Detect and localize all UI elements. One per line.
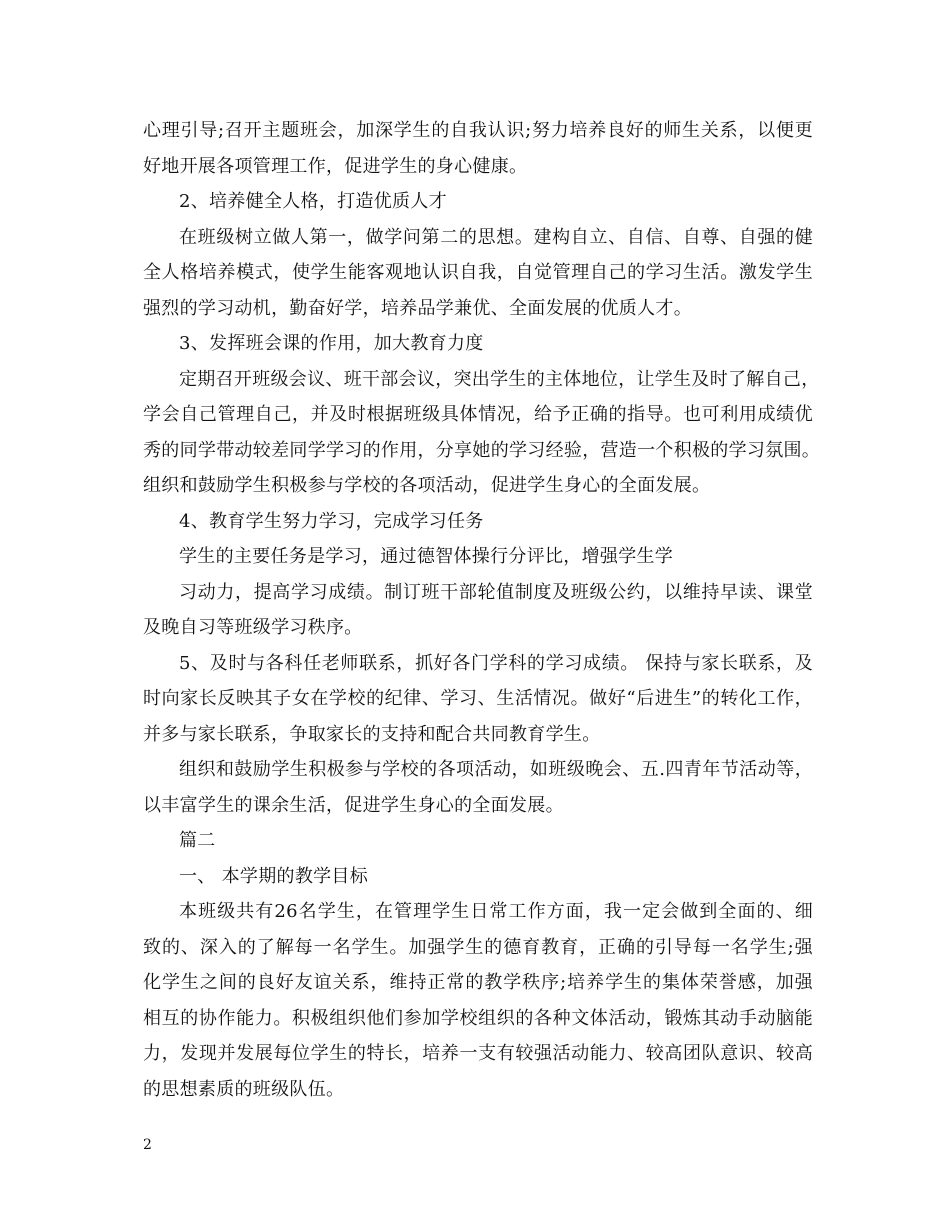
text-line: 的思想素质的班级队伍。 (143, 1078, 345, 1100)
text-line: 以丰富学生的课余生活，促进学生身心的全面发展。 (143, 794, 564, 816)
text-line: 组织和鼓励学生积极参与学校的各项活动，促进学生身心的全面发展。 (143, 475, 711, 496)
text-line: 强烈的学习动机，勤奋好学，培养品学兼优、全面发展的优质人才。 (143, 297, 692, 319)
document-body (143, 113, 821, 1107)
section-heading: 一、 本学期的教学目标 (179, 865, 369, 887)
text-line: 并多与家长联系，争取家长的支持和配合共同教育学生。 (143, 723, 601, 745)
text-line: 力，发现并发展每位学生的特长，培养一支有较强活动能力、较高团队意识、较高 (143, 1043, 813, 1064)
text-line: 好地开展各项管理工作，促进学生的身心健康。 (143, 155, 528, 177)
text-line: 学会自己管理自己，并及时根据班级具体情况，给予正确的指导。也可利用成绩优 (143, 404, 813, 425)
page-number: 2 (143, 1137, 152, 1153)
text-line: 致的、深入的了解每一名学生。加强学生的德育教育，正确的引导每一名学生;强 (143, 936, 813, 958)
part-heading: 篇二 (179, 830, 216, 851)
text-line: 心理引导;召开主题班会，加深学生的自我认识;努力培养良好的师生关系，以便更 (143, 120, 813, 141)
text-line: 在班级树立做人第一，做学问第二的思想。建构自立、自信、自尊、自强的健 (179, 226, 813, 248)
text-line: 习动力，提高学习成绩。制订班干部轮值制度及班级公约，以维持早读、课堂 (179, 581, 813, 603)
section-heading: 4、教育学生努力学习，完成学习任务 (179, 510, 484, 532)
section-heading: 5、及时与各科任老师联系，抓好各门学科的学习成绩。 保持与家长联系，及 (179, 652, 813, 674)
text-line: 秀的同学带动较差同学学习的作用，分享她的学习经验，营造一个积极的学习氛围。 (143, 439, 821, 461)
text-line: 时向家长反映其子女在学校的纪律、学习、生活情况。做好“后进生”的转化工作， (143, 688, 813, 709)
section-heading: 2、培养健全人格，打造优质人才 (179, 191, 447, 212)
section-heading: 3、发挥班会课的作用，加大教育力度 (179, 333, 484, 354)
text-line: 学生的主要任务是学习，通过德智体操行分评比，增强学生学 (179, 546, 674, 567)
text-line: 及晚自习等班级学习秩序。 (143, 617, 363, 638)
text-line: 全人格培养模式，使学生能客观地认识自我，自觉管理自己的学习生活。激发学生 (143, 262, 813, 283)
text-line: 定期召开班级会议、班干部会议，突出学生的主体地位，让学生及时了解自己， (179, 368, 820, 390)
text-line: 化学生之间的良好友谊关系，维持正常的教学秩序;培养学生的集体荣誉感，加强 (143, 972, 813, 993)
text-line: 本班级共有26名学生，在管理学生日常工作方面，我一定会做到全面的、细 (179, 901, 813, 922)
text-line: 相互的协作能力。积极组织他们参加学校组织的各种文体活动，锻炼其动手动脑能 (143, 1007, 813, 1029)
text-line: 组织和鼓励学生积极参与学校的各项活动，如班级晚会、五.四青年节活动等， (179, 759, 813, 780)
